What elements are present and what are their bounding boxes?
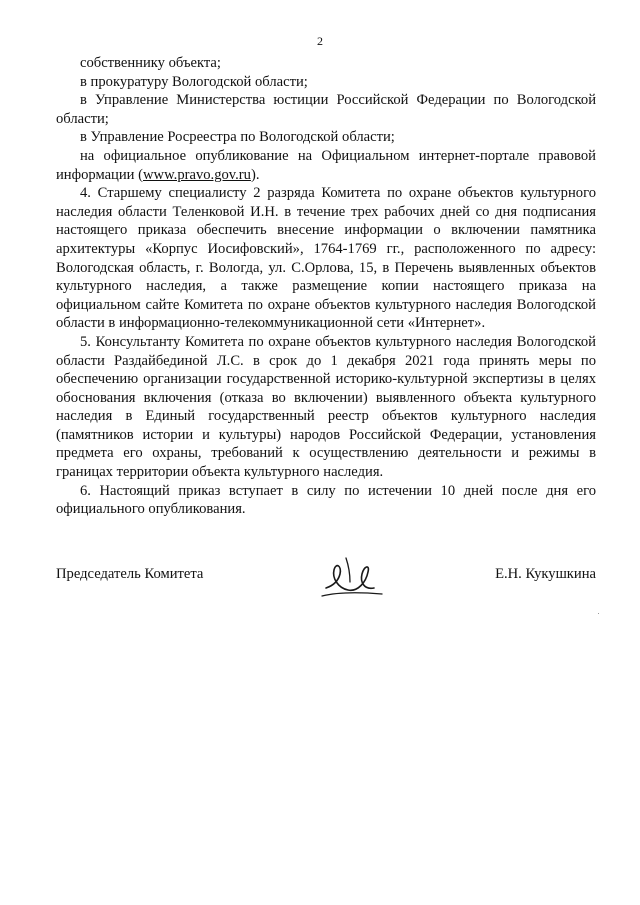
pravo-link[interactable]: www.pravo.gov.ru (143, 166, 251, 183)
recipient-owner: собственнику объекта; (80, 55, 221, 71)
paragraph-6: 6. Настоящий приказ вступает в силу по истечении 10 дней после дня его официального опубликования. (56, 482, 596, 518)
document-body (56, 54, 596, 519)
recipient-rosreestr: в Управление Росреестра по Вологодской области; (80, 129, 395, 146)
publication-suffix: ). (250, 166, 260, 183)
scan-artifact (598, 613, 599, 614)
publication-text: на официальное опубликование на Официальном интернет-портале правовой информации ( (56, 147, 596, 183)
recipient-prosecutor: в прокуратуру Вологодской области; (80, 73, 308, 90)
page-number: 2 (317, 34, 323, 48)
paragraph-4: 4. Старшему специалисту 2 разряда Комитета по охране объектов культурного наследия области Теленковой И.Н. в течение трех рабочих дней со дня подписания настоящего приказа обеспечить внесение информации о включении памятника архитектуры «Корпус Иосифовский», 1764-1769 гг., расположенного по адресу: Вологодская область, г. Вологда, ул. С.Орлова, 15, в Перечень выявленных объектов культурного наследия, а также размещение копии настоящего приказа на официальном сайте Комитета по охране объектов культурного наследия Вологодской области в информационно-телекоммуникационной сети «Интернет». (56, 185, 596, 332)
signatory-name: Е.Н. Кукушкина (495, 566, 596, 582)
recipient-official-publication (56, 147, 596, 184)
signature-block (56, 552, 596, 602)
signatory-title: Председатель Комитета (56, 566, 204, 582)
paragraph-5: 5. Консультанту Комитета по охране объектов культурного наследия Вологодской области Раздайбединой Л.С. в срок до 1 декабря 2021 года принять меры по обеспечению организации государственной историко-культурной экспертизы в целях обоснования включения (отказа во включении) выявленного объекта культурного наследия в Единый государственный реестр объектов культурного наследия (памятников истории и культуры) народов Российской Федерации, установления предмета его охраны, требований к осуществлению деятельности и режимы в границах территории объекта культурного наследия. (56, 333, 596, 481)
recipient-justice-ministry: в Управление Министерства юстиции Российской Федерации по Вологодской области; (56, 92, 596, 127)
handwritten-signature (318, 552, 388, 598)
